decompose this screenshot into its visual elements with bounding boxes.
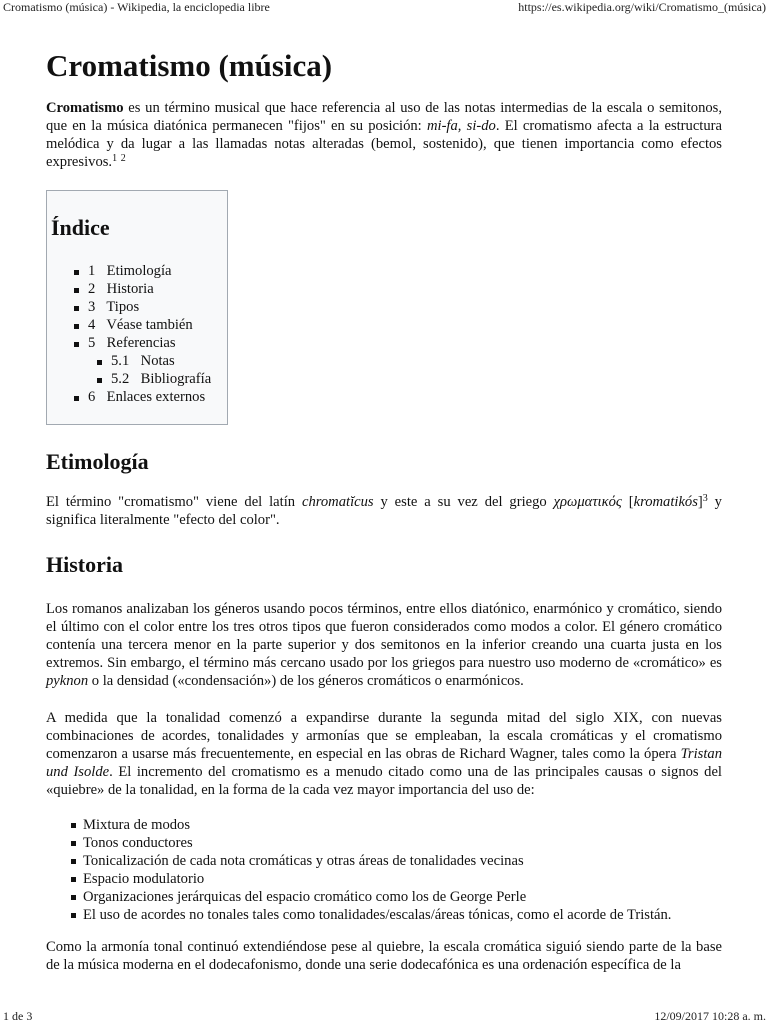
historia-paragraph-1 (46, 600, 722, 690)
list-item-text: Organizaciones jerárquicas del espacio cromático como los de George Perle (83, 889, 527, 905)
toc-item-label: Bibliografía (140, 371, 212, 387)
etimologia-text-3: [ (621, 494, 634, 510)
bullet-icon (97, 360, 102, 365)
intro-text-2: . El cromatismo afecta a la estructura melódica y da lugar a las llamadas notas alteradas (bemol, sostenido), que tienen importancia como efectos expresivos. (46, 118, 723, 170)
etimologia-latin-term: chromatĭcus (301, 494, 374, 510)
toc-item-bibliografia[interactable] (97, 370, 211, 388)
toc-item-label: Tipos (106, 299, 140, 315)
historia-list (71, 816, 671, 924)
toc-item-number: 4 (88, 317, 96, 333)
toc-item-label: Etimología (106, 263, 172, 279)
bullet-icon (71, 913, 76, 918)
bullet-icon (71, 823, 76, 828)
toc-item-etimologia[interactable] (74, 262, 211, 280)
toc-item-notas[interactable] (97, 352, 211, 370)
reference-link-1[interactable]: 1 (112, 153, 118, 164)
toc-item-number: 1 (88, 263, 96, 279)
bullet-icon (74, 396, 79, 401)
toc-item-label: Referencias (106, 335, 176, 351)
article-title: Cromatismo (música) (46, 48, 333, 83)
bullet-icon (71, 877, 76, 882)
bullet-icon (74, 270, 79, 275)
print-footer-page-count: 1 de 3 (3, 1009, 33, 1023)
reference-link-3[interactable]: 3 (702, 493, 708, 504)
toc-item-vease-tambien[interactable] (74, 316, 211, 334)
section-heading-historia: Historia (46, 552, 123, 577)
print-header-url: https://es.wikipedia.org/wiki/Cromatismo_(música) (518, 0, 766, 14)
section-heading-etimologia: Etimología (46, 449, 149, 474)
bullet-icon (97, 378, 102, 383)
etimologia-text-2: y este a su vez del griego (373, 494, 554, 510)
toc-list (74, 262, 211, 406)
etimologia-transliteration: kromatikós (633, 494, 698, 510)
historia-paragraph-2 (46, 709, 722, 799)
historia-p1-text-2: o la densidad («condensación») de los géneros cromáticos o enarmónicos. (88, 673, 524, 689)
print-header-page-title: Cromatismo (música) - Wikipedia, la enciclopedia libre (3, 0, 270, 14)
toc-item-referencias[interactable] (74, 334, 211, 352)
etimologia-text-5: y significa literalmente "efecto del color". (46, 494, 722, 528)
historia-p1-italic: pyknon (46, 673, 89, 689)
intro-bold-term: Cromatismo (46, 100, 124, 116)
list-item-text: Mixtura de modos (83, 817, 191, 833)
list-item-text: Tonicalización de cada nota cromáticas y otras áreas de tonalidades vecinas (83, 853, 524, 869)
bullet-icon (74, 324, 79, 329)
toc-item-number: 5.2 (111, 371, 130, 387)
historia-p2-text-2: . El incremento del cromatismo es a menudo citado como una de las principales causas o signos del «quiebre» de la tonalidad, en la forma de la cada vez mayor importancia del uso de: (46, 764, 722, 798)
list-item (71, 834, 671, 852)
toc-item-label: Notas (140, 353, 175, 369)
intro-italic: mi-fa, si-do (426, 118, 496, 134)
etimologia-paragraph (46, 493, 722, 529)
list-item-text: El uso de acordes no tonales tales como tonalidades/escalas/áreas tónicas, como el acorde de Tristán. (83, 907, 672, 923)
historia-p2-text-1: A medida que la tonalidad comenzó a expandirse durante la segunda mitad del siglo XIX, con nuevas combinaciones de acordes, tonalidades y armonías que se empleaban, la escala cromáticas y el cromatismo comenzaron a usarse más frecuentemente, en especial en las obras de Richard Wagner, tales como la ópera (46, 710, 722, 762)
bullet-icon (71, 841, 76, 846)
bullet-icon (74, 288, 79, 293)
historia-paragraph-3: Como la armonía tonal continuó extendiéndose pese al quiebre, la escala cromática siguió siendo parte de la base de la música moderna en el dodecafonismo, donde una serie dodecafónica es una ordenación específica de la (46, 939, 722, 973)
list-item-text: Espacio modulatorio (83, 871, 205, 887)
etimologia-greek-term: χρωματικός (553, 494, 622, 510)
toc-item-number: 3 (88, 299, 96, 315)
list-item (71, 870, 671, 888)
toc-item-tipos[interactable] (74, 298, 211, 316)
toc-item-label: Historia (106, 281, 154, 297)
toc-item-number: 6 (88, 389, 96, 405)
bullet-icon (71, 859, 76, 864)
intro-paragraph (46, 99, 722, 171)
intro-text-1: es un término musical que hace referencia al uso de las notas intermedias de la escala o semitonos, que en la música diatónica permanecen "fijos" en su posición: (46, 100, 722, 134)
list-item-text: Tonos conductores (83, 835, 193, 851)
list-item (71, 816, 671, 834)
etimologia-text-1: El término "cromatismo" viene del latín (46, 494, 302, 510)
toc-item-number: 5 (88, 335, 96, 351)
toc-title: Índice (51, 215, 110, 240)
bullet-icon (71, 895, 76, 900)
reference-link-2[interactable]: 2 (120, 153, 126, 164)
list-item (71, 888, 671, 906)
bullet-icon (74, 342, 79, 347)
historia-p2-italic: Tristan und Isolde (46, 746, 722, 780)
etimologia-text-4: ] (697, 494, 703, 510)
toc-item-historia[interactable] (74, 280, 211, 298)
toc-item-number: 5.1 (111, 353, 130, 369)
toc-item-label: Véase también (106, 317, 193, 333)
historia-p1-text-1: Los romanos analizaban los géneros usando pocos términos, entre ellos diatónico, enarmónico y cromático, siendo el último con el color entre los tres otros tipos que fueron considerados como modos a color. El género cromático contenía una tercera menor en la parte superior y dos semitonos en la inferior creando una cuarta justa en los extremos. Sin embargo, el término más cercano usado por los griegos para nuestro uso moderno de «cromático» es (46, 601, 722, 671)
bullet-icon (74, 306, 79, 311)
list-item (71, 852, 671, 870)
toc-item-enlaces-externos[interactable] (74, 388, 211, 406)
toc-item-label: Enlaces externos (106, 389, 206, 405)
toc-item-number: 2 (88, 281, 96, 297)
print-footer-datetime: 12/09/2017 10:28 a. m. (654, 1009, 766, 1023)
list-item (71, 906, 671, 924)
